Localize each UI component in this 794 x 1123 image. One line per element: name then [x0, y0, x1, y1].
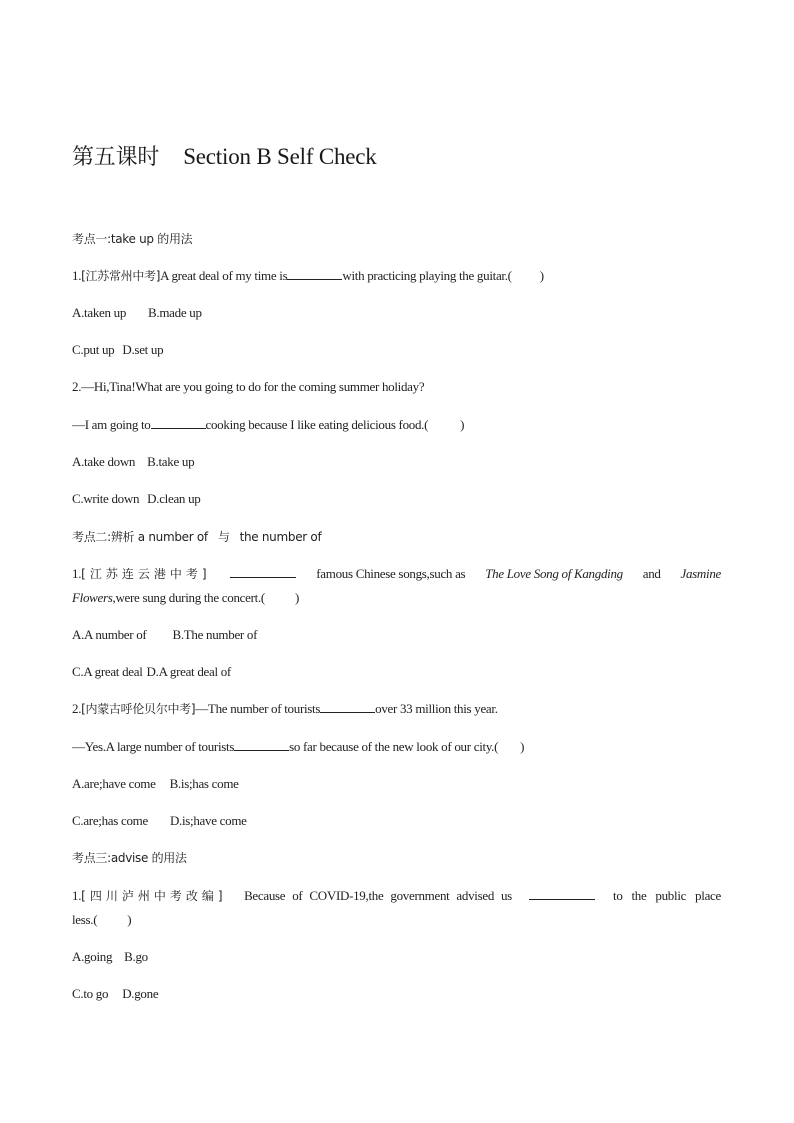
question-1-2-line2: —I am going to cooking because I like eating delicious food.( ): [72, 417, 465, 432]
option-a[interactable]: A.going: [72, 949, 113, 964]
answer-blank[interactable]: [529, 887, 595, 900]
options-row: [72, 948, 148, 966]
question-2-2: 2.[内蒙古呼伦贝尔中考]—The number of tourists over 33 million this year.: [72, 701, 498, 716]
option-b[interactable]: B.made up: [148, 305, 202, 320]
option-c[interactable]: C.to go: [72, 986, 109, 1001]
question-3-1: 1.[四川泸州中考改编] Because of COVID‑19,the government advised us to the public place: [72, 888, 721, 903]
answer-blank[interactable]: [287, 267, 342, 280]
section-heading-1: 考点一:take up 的用法: [72, 232, 193, 246]
option-a[interactable]: A.A number of: [72, 627, 147, 642]
answer-blank[interactable]: [151, 416, 206, 429]
options-row: [72, 985, 158, 1003]
option-a[interactable]: A.are;have come: [72, 776, 156, 791]
option-d[interactable]: D.A great deal of: [146, 664, 231, 679]
option-c[interactable]: C.put up: [72, 342, 115, 357]
options-row: [72, 663, 231, 681]
options-row: [72, 775, 239, 793]
options-row: [72, 453, 194, 471]
options-row: [72, 626, 257, 644]
answer-blank[interactable]: [320, 700, 375, 713]
option-a[interactable]: A.take down: [72, 454, 136, 469]
section-heading-2: 考点二:辨析 a number of 与 the number of: [72, 530, 322, 544]
options-row: [72, 812, 247, 830]
option-c[interactable]: C.write down: [72, 491, 140, 506]
page-title: [72, 140, 377, 171]
option-d[interactable]: D.is;have come: [169, 813, 247, 828]
title-section: Section B Self Check: [183, 144, 377, 169]
option-b[interactable]: B.is;has come: [169, 776, 239, 791]
option-a[interactable]: A.taken up: [72, 305, 127, 320]
question-2-2-line2: —Yes.A large number of tourists so far because of the new look of our city.( ): [72, 739, 525, 754]
options-row: [72, 490, 200, 508]
question-2-1: 1.[江苏连云港中考] famous Chinese songs,such as The Love Song of Kangding and Jasmine: [72, 566, 721, 581]
answer-blank[interactable]: [230, 565, 296, 578]
question-3-1-line2: less.( ): [72, 912, 132, 927]
question-1-1: 1.[江苏常州中考]A great deal of my time is with practicing playing the guitar.( ): [72, 268, 544, 283]
option-d[interactable]: D.set up: [122, 342, 164, 357]
option-d[interactable]: D.clean up: [147, 491, 201, 506]
option-c[interactable]: C.A great deal: [72, 664, 143, 679]
question-1-2: 2.—Hi,Tina!What are you going to do for the coming summer holiday?: [72, 379, 425, 394]
option-c[interactable]: C.are;has come: [72, 813, 148, 828]
option-b[interactable]: B.The number of: [172, 627, 258, 642]
option-b[interactable]: B.go: [124, 949, 148, 964]
answer-blank[interactable]: [234, 738, 289, 751]
options-row: [72, 341, 163, 359]
question-2-1-line2: Flowers,were sung during the concert.( ): [72, 590, 299, 605]
options-row: [72, 304, 202, 322]
title-lesson: 第五课时: [72, 145, 160, 170]
option-b[interactable]: B.take up: [147, 454, 195, 469]
section-heading-3: 考点三:advise 的用法: [72, 851, 187, 865]
option-d[interactable]: D.gone: [122, 986, 159, 1001]
